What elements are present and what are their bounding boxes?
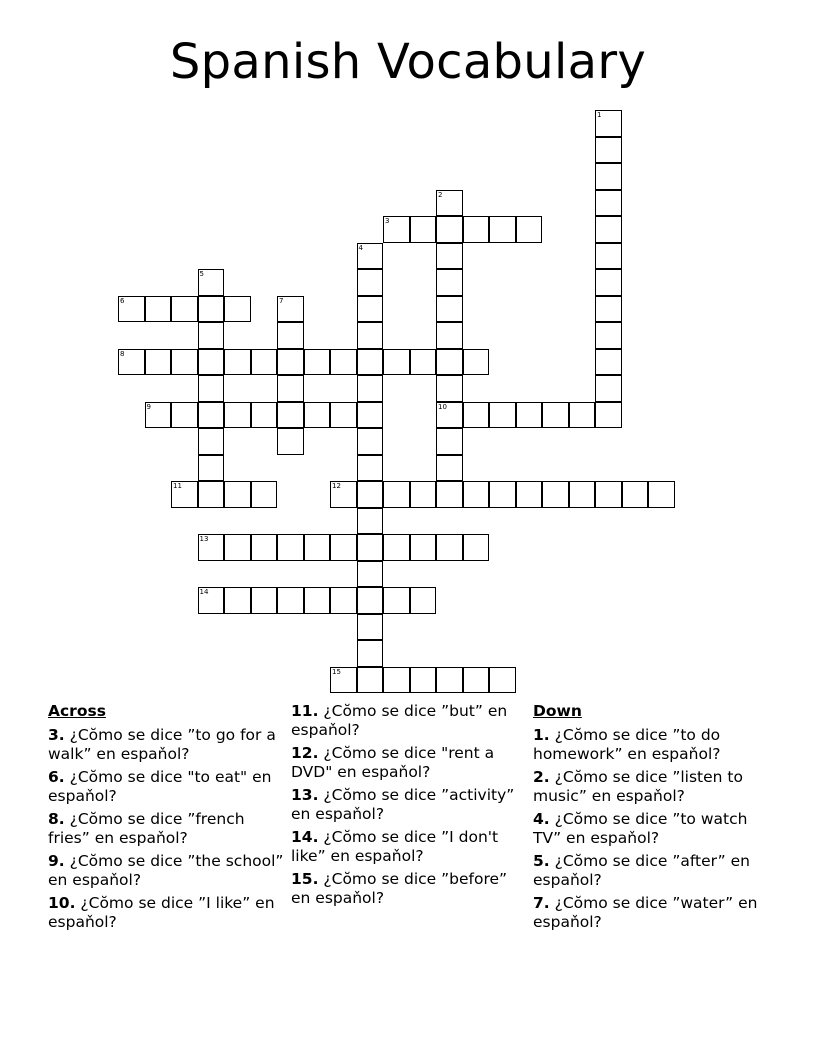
grid-cell[interactable] xyxy=(198,375,225,402)
grid-cell[interactable] xyxy=(516,402,543,429)
cell-number: 9 xyxy=(146,402,151,411)
grid-cell[interactable] xyxy=(357,296,384,323)
grid-cell[interactable] xyxy=(198,269,225,296)
clue-item xyxy=(48,768,288,806)
grid-cell[interactable] xyxy=(198,481,225,508)
grid-cell[interactable] xyxy=(357,269,384,296)
grid-cell[interactable] xyxy=(436,455,463,482)
grid-cell[interactable] xyxy=(383,667,410,694)
cell-number: 7 xyxy=(279,296,284,305)
clue-text: ¿Cŏmo se dice ”french fries” en espaňol? xyxy=(48,810,245,847)
grid-cell[interactable] xyxy=(436,243,463,270)
grid-cell[interactable] xyxy=(463,667,490,694)
grid-cell[interactable] xyxy=(330,402,357,429)
page-title: Spanish Vocabulary xyxy=(169,34,647,90)
grid-cell[interactable] xyxy=(622,481,649,508)
grid-cell[interactable] xyxy=(357,640,384,667)
grid-cell[interactable] xyxy=(145,296,172,323)
grid-cell[interactable] xyxy=(277,428,304,455)
clue-item xyxy=(533,894,763,932)
clue-text: ¿Cŏmo se dice ”listen to music” en espaňol? xyxy=(533,768,743,805)
cell-number: 2 xyxy=(438,190,443,199)
grid-cell[interactable] xyxy=(489,481,516,508)
clue-item xyxy=(48,726,288,764)
grid-cell[interactable] xyxy=(277,534,304,561)
grid-cell[interactable] xyxy=(595,163,622,190)
clue-text: ¿Cŏmo se dice ”activity” en espaňol? xyxy=(291,786,515,823)
clue-number: 10. xyxy=(48,894,76,912)
cell-number: 6 xyxy=(120,296,125,305)
clue-text: ¿Cŏmo se dice ”after” en espaňol? xyxy=(533,852,750,889)
grid-cell[interactable] xyxy=(145,402,172,429)
clue-item xyxy=(533,768,763,806)
clue-number: 2. xyxy=(533,768,550,786)
clue-number: 15. xyxy=(291,870,319,888)
clue-number: 14. xyxy=(291,828,319,846)
grid-cell[interactable] xyxy=(198,428,225,455)
clue-text: ¿Cŏmo se dice ”before” en espaňol? xyxy=(291,870,508,907)
clue-text: ¿Cŏmo se dice ”but” en espaňol? xyxy=(291,702,508,739)
clue-number: 13. xyxy=(291,786,319,804)
grid-cell[interactable] xyxy=(171,349,198,376)
grid-cell[interactable] xyxy=(383,481,410,508)
cell-number: 4 xyxy=(358,243,363,252)
grid-cell[interactable] xyxy=(463,402,490,429)
grid-cell[interactable] xyxy=(595,243,622,270)
grid-cell[interactable] xyxy=(224,481,251,508)
grid-cell[interactable] xyxy=(118,296,145,323)
grid-cell[interactable] xyxy=(595,322,622,349)
clue-text: ¿Cŏmo se dice ”to watch TV” en espaňol? xyxy=(533,810,748,847)
grid-cell[interactable] xyxy=(463,481,490,508)
grid-cell[interactable] xyxy=(198,402,225,429)
grid-cell[interactable] xyxy=(357,614,384,641)
grid-cell[interactable] xyxy=(383,349,410,376)
clue-item xyxy=(48,852,288,890)
cell-number: 14 xyxy=(199,588,209,596)
grid-cell[interactable] xyxy=(330,349,357,376)
grid-cell[interactable] xyxy=(516,216,543,243)
cell-number: 13 xyxy=(199,535,209,543)
clue-item xyxy=(291,828,521,866)
grid-cell[interactable] xyxy=(357,375,384,402)
clue-number: 11. xyxy=(291,702,319,720)
grid-cell[interactable] xyxy=(436,322,463,349)
clue-text: ¿Cŏmo se dice ”the school” en espaňol? xyxy=(48,852,284,889)
clue-item xyxy=(291,786,521,824)
grid-cell[interactable] xyxy=(357,455,384,482)
down-clues-column xyxy=(533,702,763,936)
cell-number: 12 xyxy=(332,482,341,490)
grid-cell[interactable] xyxy=(595,137,622,164)
cell-number: 11 xyxy=(173,482,182,490)
clue-number: 1. xyxy=(533,726,550,744)
grid-cell[interactable] xyxy=(357,508,384,535)
grid-cell[interactable] xyxy=(171,296,198,323)
grid-cell[interactable] xyxy=(330,481,357,508)
grid-cell[interactable] xyxy=(277,349,304,376)
clue-number: 12. xyxy=(291,744,319,762)
grid-cell[interactable] xyxy=(436,190,463,217)
grid-cell[interactable] xyxy=(357,322,384,349)
grid-cell[interactable] xyxy=(198,322,225,349)
grid-cell[interactable] xyxy=(171,481,198,508)
grid-cell[interactable] xyxy=(542,481,569,508)
grid-cell[interactable] xyxy=(436,216,463,243)
cell-number: 1 xyxy=(597,111,602,119)
across-clues-column-1 xyxy=(48,702,288,936)
cell-number: 5 xyxy=(199,270,204,278)
grid-cell[interactable] xyxy=(436,402,463,429)
clue-item xyxy=(533,810,763,848)
grid-cell[interactable] xyxy=(224,402,251,429)
grid-cell[interactable] xyxy=(410,481,437,508)
grid-cell[interactable] xyxy=(277,402,304,429)
grid-cell[interactable] xyxy=(357,534,384,561)
grid-cell[interactable] xyxy=(251,481,278,508)
grid-cell[interactable] xyxy=(410,667,437,694)
grid-cell[interactable] xyxy=(357,349,384,376)
grid-cell[interactable] xyxy=(436,667,463,694)
grid-cell[interactable] xyxy=(410,587,437,614)
clue-number: 3. xyxy=(48,726,65,744)
cell-number: 8 xyxy=(120,349,125,358)
grid-cell[interactable] xyxy=(595,375,622,402)
clue-number: 5. xyxy=(533,852,550,870)
clue-text: ¿Cŏmo se dice ”I don't like” en espaňol? xyxy=(291,828,499,865)
clue-number: 9. xyxy=(48,852,65,870)
grid-cell[interactable] xyxy=(463,534,490,561)
grid-cell[interactable] xyxy=(383,534,410,561)
grid-cell[interactable] xyxy=(463,349,490,376)
grid-cell[interactable] xyxy=(436,534,463,561)
grid-cell[interactable] xyxy=(595,481,622,508)
clue-text: ¿Cŏmo se dice ”water” en espaňol? xyxy=(533,894,758,931)
grid-cell[interactable] xyxy=(251,534,278,561)
grid-cell[interactable] xyxy=(118,349,145,376)
clue-item xyxy=(48,894,288,932)
grid-cell[interactable] xyxy=(436,428,463,455)
grid-cell[interactable] xyxy=(436,481,463,508)
grid-cell[interactable] xyxy=(516,481,543,508)
grid-cell[interactable] xyxy=(198,455,225,482)
cell-number: 15 xyxy=(332,667,341,676)
grid-cell[interactable] xyxy=(224,349,251,376)
grid-cell[interactable] xyxy=(198,587,225,614)
grid-cell[interactable] xyxy=(224,587,251,614)
grid-cell[interactable] xyxy=(436,269,463,296)
grid-cell[interactable] xyxy=(171,402,198,429)
grid-cell[interactable] xyxy=(489,216,516,243)
grid-cell[interactable] xyxy=(251,349,278,376)
grid-cell[interactable] xyxy=(304,587,331,614)
grid-cell[interactable] xyxy=(330,667,357,694)
grid-cell[interactable] xyxy=(410,349,437,376)
clue-number: 6. xyxy=(48,768,65,786)
clue-item xyxy=(291,744,521,782)
grid-cell[interactable] xyxy=(224,296,251,323)
grid-cell[interactable] xyxy=(569,402,596,429)
grid-cell[interactable] xyxy=(304,534,331,561)
grid-cell[interactable] xyxy=(410,534,437,561)
grid-cell[interactable] xyxy=(595,190,622,217)
grid-cell[interactable] xyxy=(595,349,622,376)
clue-text: ¿Cŏmo se dice ”I like” en espaňol? xyxy=(48,894,275,931)
grid-cell[interactable] xyxy=(224,534,251,561)
grid-cell[interactable] xyxy=(357,561,384,588)
grid-cell[interactable] xyxy=(357,481,384,508)
grid-cell[interactable] xyxy=(489,402,516,429)
grid-cell[interactable] xyxy=(595,402,622,429)
clue-item xyxy=(533,852,763,890)
clue-number: 7. xyxy=(533,894,550,912)
clue-number: 4. xyxy=(533,810,550,828)
grid-cell[interactable] xyxy=(330,534,357,561)
grid-cell[interactable] xyxy=(410,216,437,243)
grid-cell[interactable] xyxy=(277,587,304,614)
grid-cell[interactable] xyxy=(436,296,463,323)
clue-text: ¿Cŏmo se dice ”to go for a walk” en espaňol? xyxy=(48,726,276,763)
cell-number: 10 xyxy=(438,402,447,411)
grid-cell[interactable] xyxy=(330,587,357,614)
grid-cell[interactable] xyxy=(542,402,569,429)
clue-item xyxy=(291,702,521,740)
grid-cell[interactable] xyxy=(489,667,516,694)
clue-text: ¿Cŏmo se dice ”to do homework” en espaňol? xyxy=(533,726,721,763)
grid-cell[interactable] xyxy=(304,402,331,429)
grid-cell[interactable] xyxy=(357,587,384,614)
grid-cell[interactable] xyxy=(357,428,384,455)
grid-cell[interactable] xyxy=(277,322,304,349)
grid-cell[interactable] xyxy=(357,243,384,270)
grid-cell[interactable] xyxy=(304,349,331,376)
grid-cell[interactable] xyxy=(277,296,304,323)
clue-text: ¿Cŏmo se dice "rent a DVD" en espaňol? xyxy=(291,744,495,781)
grid-cell[interactable] xyxy=(569,481,596,508)
grid-cell[interactable] xyxy=(595,296,622,323)
grid-cell[interactable] xyxy=(436,375,463,402)
clue-number: 8. xyxy=(48,810,65,828)
clue-item xyxy=(48,810,288,848)
across-clues-column-2 xyxy=(291,702,521,912)
grid-cell[interactable] xyxy=(383,587,410,614)
grid-cell[interactable] xyxy=(436,349,463,376)
grid-cell[interactable] xyxy=(198,534,225,561)
grid-cell[interactable] xyxy=(463,216,490,243)
grid-cell[interactable] xyxy=(383,216,410,243)
cell-number: 3 xyxy=(385,217,390,225)
grid-cell[interactable] xyxy=(595,269,622,296)
grid-cell[interactable] xyxy=(277,375,304,402)
clue-item xyxy=(291,870,521,908)
grid-cell[interactable] xyxy=(357,667,384,694)
down-heading: Down xyxy=(533,702,582,720)
grid-cell[interactable] xyxy=(648,481,675,508)
clue-item xyxy=(533,726,763,764)
grid-cell[interactable] xyxy=(145,349,172,376)
grid-cell[interactable] xyxy=(595,110,622,137)
grid-cell[interactable] xyxy=(357,402,384,429)
across-heading: Across xyxy=(48,702,106,720)
grid-cell[interactable] xyxy=(251,402,278,429)
grid-cell[interactable] xyxy=(198,296,225,323)
grid-cell[interactable] xyxy=(595,216,622,243)
grid-cell[interactable] xyxy=(198,349,225,376)
clue-text: ¿Cŏmo se dice "to eat" en espaňol? xyxy=(48,768,272,805)
grid-cell[interactable] xyxy=(251,587,278,614)
